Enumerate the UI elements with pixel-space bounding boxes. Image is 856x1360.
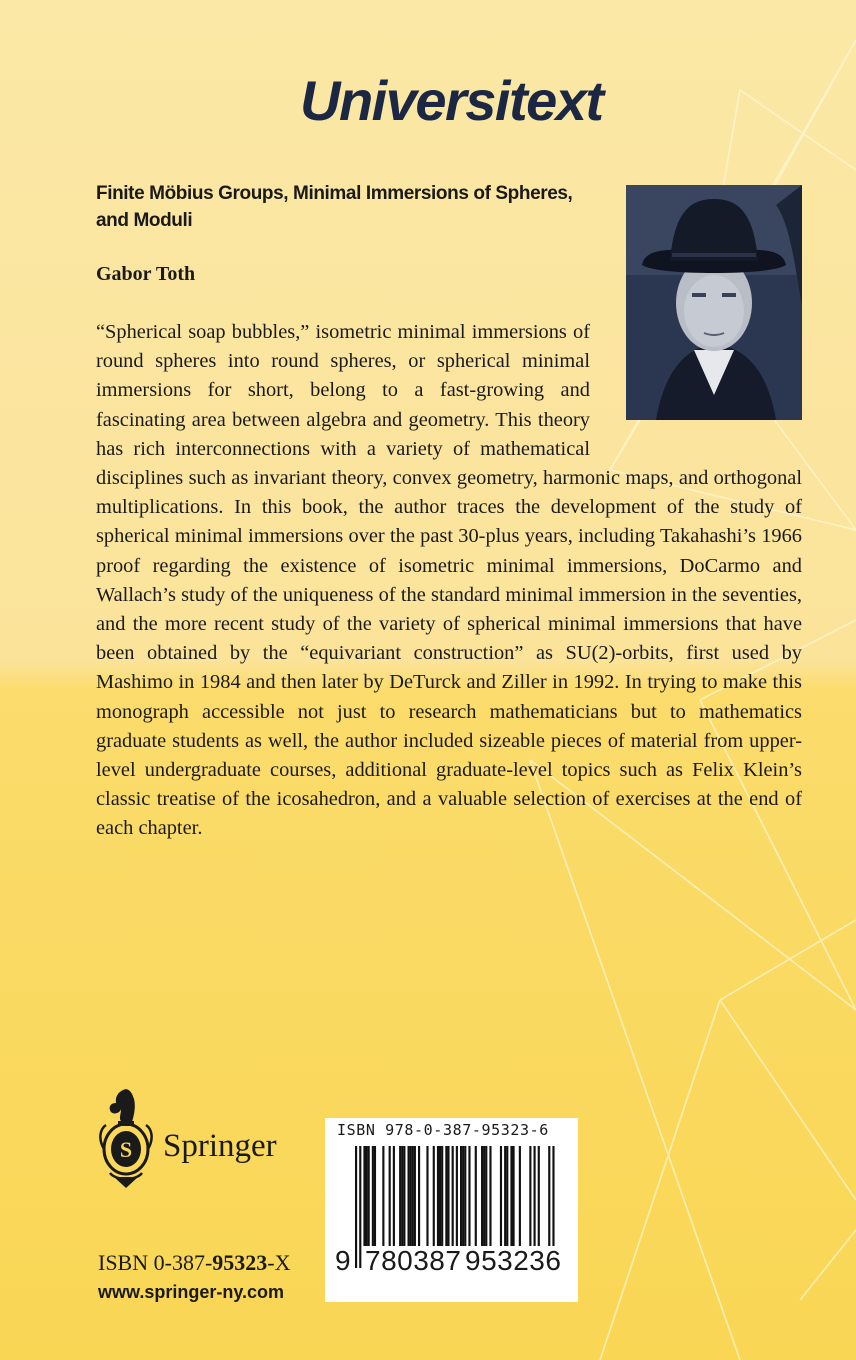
barcode-bar: [363, 1146, 365, 1252]
barcode-bar: [393, 1146, 395, 1252]
barcode-bar: [483, 1146, 485, 1252]
barcode-bar: [359, 1146, 361, 1268]
barcode-label: [325, 1118, 578, 1302]
barcode-bar: [485, 1146, 487, 1252]
barcode-bar: [513, 1146, 515, 1252]
publisher-name: Springer: [163, 1128, 277, 1164]
barcode-bar: [401, 1146, 403, 1252]
svg-text:S: S: [119, 1137, 133, 1162]
barcode-bar: [500, 1146, 502, 1252]
barcode-bar: [418, 1146, 420, 1252]
barcode-bar: [368, 1146, 370, 1252]
barcode-bar: [403, 1146, 405, 1252]
barcode-bar: [460, 1146, 462, 1252]
isbn-10-bold: 95323: [212, 1250, 268, 1275]
author-name: Gabor Toth: [96, 263, 196, 285]
barcode-bar: [538, 1146, 540, 1252]
description-text: “Spherical soap bubbles,” isometric minimal immersions of round spheres into round spheres, or spherical minimal immersions for short, belong to a fast-growing and fascinating area between algebra and geometry. This theory has rich interconnections with a variety of mathematical disciplines such as invariant theory, convex geometry, harmonic maps, and orthogonal multiplications. In this book, the author traces the development of the study of spherical minimal immersions over the past 30-plus years, including Takahashi’s 1966 proof regarding the existence of isometric minimal immersions, DoCarmo and Wallach’s study of the uniqueness of the standard minimal immersion in the seventies, and the more recent study of the variety of spherical minimal immersions that have been obtained by the “equivariant construction” as SU(2)-orbits, first used by Mashimo in 1984 and then later by DeTurck and Ziller in 1992. In trying to make this monograph accessible not just to research mathematicians but to mathematics graduate students as well, the author included sizeable pieces of material from upper-level undergraduate courses, additional graduate-level topics such as Felix Klein’s classic treatise of the icosahedron, and a valuable selection of exercises at the end of each chapter.: [96, 321, 802, 840]
barcode-bar: [389, 1146, 391, 1252]
publisher-website: www.springer-ny.com: [98, 1282, 285, 1302]
barcode-bar: [372, 1146, 374, 1252]
barcode-bar: [414, 1146, 416, 1252]
barcode-bar: [382, 1146, 384, 1252]
barcode-bar: [441, 1146, 443, 1252]
barcode-bar: [426, 1146, 428, 1252]
isbn-10-prefix: ISBN 0-387-: [98, 1250, 213, 1275]
barcode-bars: [325, 1142, 578, 1302]
barcode-bar: [489, 1146, 491, 1252]
book-description: [96, 318, 802, 844]
barcode-bar: [366, 1146, 368, 1252]
barcode-bar: [433, 1146, 435, 1252]
barcode-bar: [464, 1146, 466, 1252]
barcode-bar: [481, 1146, 483, 1252]
barcode-bar: [437, 1146, 439, 1252]
barcode-bar: [445, 1146, 447, 1252]
barcode-bar: [519, 1146, 521, 1252]
barcode-bar: [506, 1146, 508, 1252]
series-title: Universitext: [300, 69, 603, 132]
isbn-10-suffix: -X: [267, 1250, 291, 1275]
barcode-bar: [504, 1146, 506, 1252]
barcode-bar: [534, 1146, 536, 1252]
barcode-bar: [462, 1146, 464, 1252]
barcode-bar: [412, 1146, 414, 1252]
springer-knight-logo: [96, 1085, 156, 1190]
barcode-right-digits: 953236: [465, 1245, 562, 1276]
barcode-bar: [355, 1146, 357, 1268]
barcode-first-digit: 9: [335, 1246, 355, 1276]
barcode-left-digits: 780387: [365, 1245, 462, 1276]
barcode-bar: [374, 1146, 376, 1252]
barcode-bar: [439, 1146, 441, 1252]
book-title: Finite Möbius Groups, Minimal Immersions of Spheres, and Moduli: [96, 183, 573, 231]
barcode-bar: [399, 1146, 401, 1252]
barcode-isbn-13: ISBN 978-0-387-95323-6: [337, 1121, 549, 1139]
barcode-bar: [410, 1146, 412, 1252]
barcode-bar: [510, 1146, 512, 1252]
barcode-bar: [468, 1146, 470, 1252]
barcode-bar: [447, 1146, 449, 1252]
isbn-10: [98, 1250, 291, 1276]
barcode-bar: [529, 1146, 531, 1252]
photo-text-wrap-spacer: [590, 318, 802, 439]
barcode-bar: [475, 1146, 477, 1252]
barcode-bar: [408, 1146, 410, 1252]
